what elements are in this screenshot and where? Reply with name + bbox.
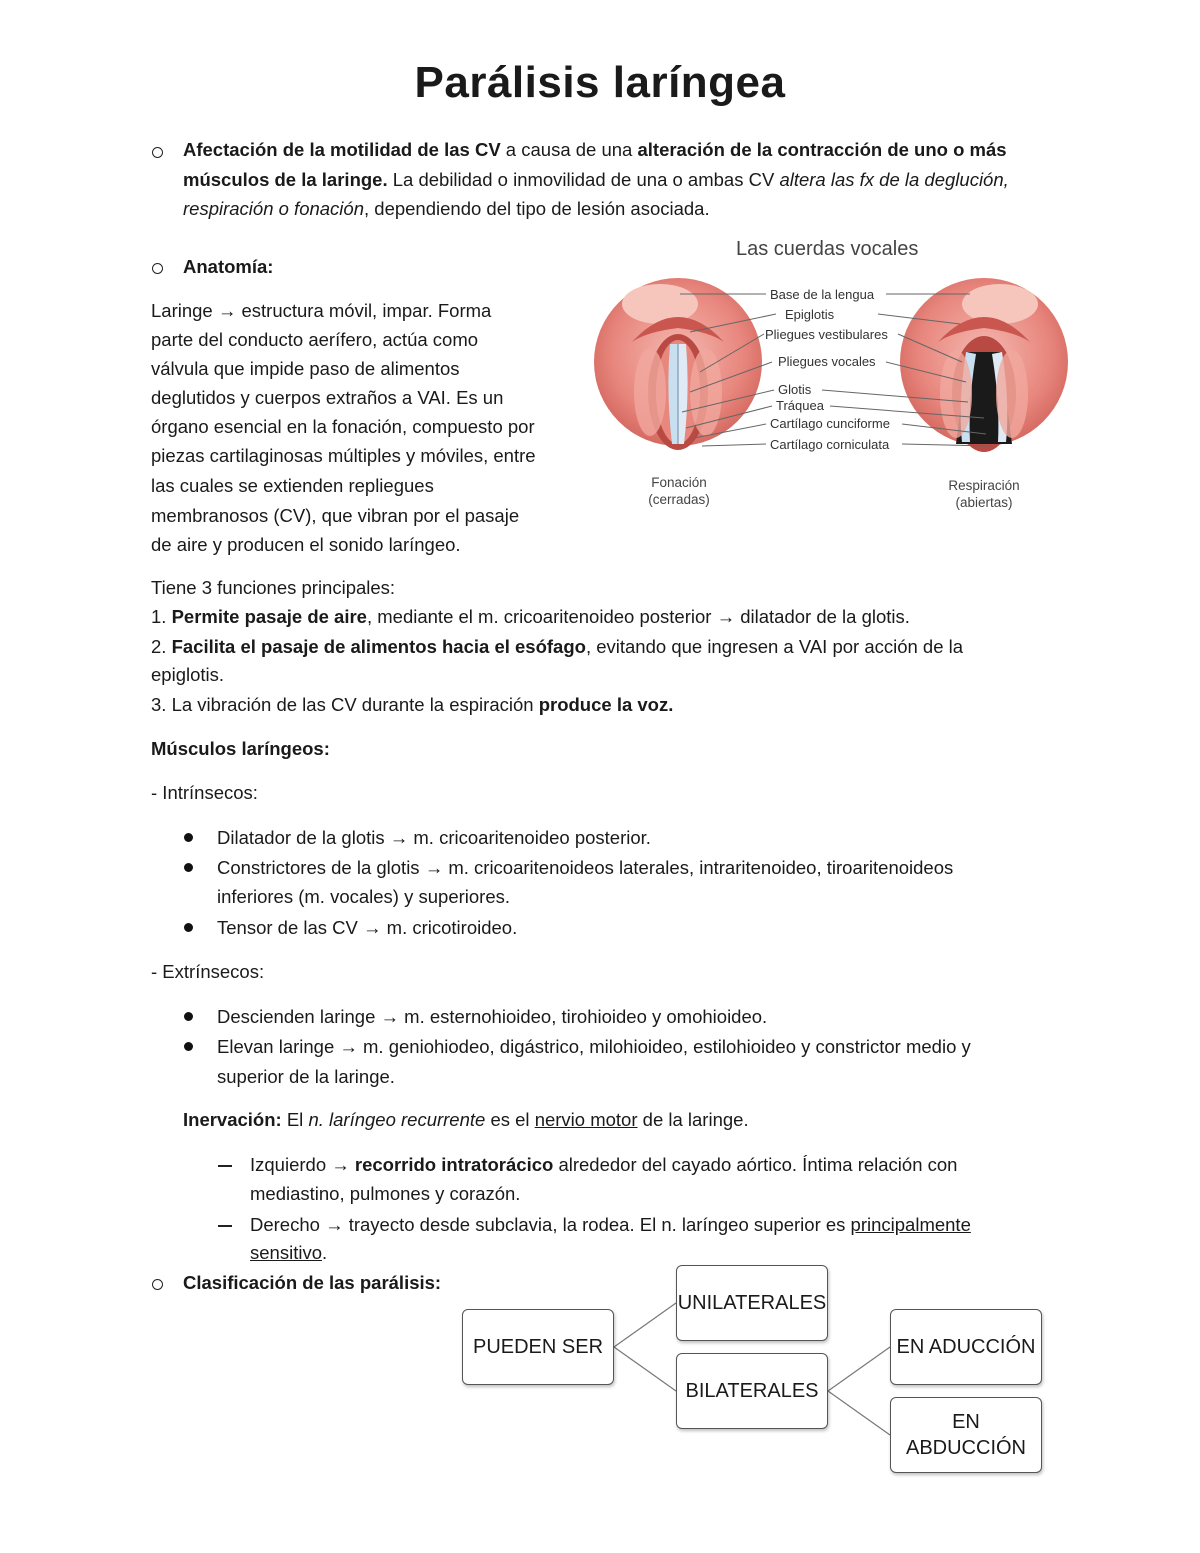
intro-text-1: a causa de una bbox=[500, 139, 638, 160]
anatomia-line: de aire y producen el sonido laríngeo. bbox=[151, 534, 461, 555]
box-label: EN ADUCCIÓN bbox=[896, 1336, 1036, 1358]
inervacion-text: El bbox=[281, 1109, 309, 1130]
derecho-text: Derecho → trayecto desde subclavia, la rodea. El n. laríngeo superior es bbox=[250, 1214, 851, 1235]
funcion-bold: Permite pasaje de aire bbox=[171, 606, 367, 627]
box-en-aduccion bbox=[890, 1309, 1042, 1385]
figure-label: Pliegues vocales bbox=[778, 354, 876, 369]
box-en-abduccion bbox=[890, 1397, 1042, 1473]
figure-label: Cartílago cunciforme bbox=[770, 416, 890, 431]
figure-label: Glotis bbox=[778, 382, 812, 397]
extrinseco-item-cont: superior de la laringe. bbox=[217, 1066, 395, 1087]
anatomia-line: válvula que impide paso de alimentos bbox=[151, 358, 460, 379]
clasificacion-heading-text: Clasificación de las parálisis: bbox=[183, 1272, 442, 1293]
figure-label: Cartílago corniculata bbox=[770, 437, 890, 452]
figure-label: Tráquea bbox=[776, 398, 824, 413]
intrinseco-item: Tensor de las CV → m. cricotiroideo. bbox=[217, 917, 518, 938]
inervacion-italic: n. laríngeo recurrente bbox=[308, 1109, 486, 1130]
anatomia-line: piezas cartilaginosas múltiples y móviles, entre bbox=[151, 445, 536, 466]
intro-italic-1: altera las fx de la deglución, bbox=[779, 169, 1009, 190]
box-label: UNILATERALES bbox=[677, 1292, 827, 1314]
caption-left-line: Fonación bbox=[651, 475, 707, 490]
anatomia-line: órgano esencial en la fonación, compuesto por bbox=[151, 416, 535, 437]
figure-label: Base de la lengua bbox=[770, 287, 875, 302]
izquierdo-text: Izquierdo → bbox=[250, 1154, 355, 1175]
anatomia-heading-text: Anatomía: bbox=[183, 256, 274, 277]
caption-right-line: Respiración bbox=[948, 478, 1020, 493]
page-title: Parálisis laríngea bbox=[414, 58, 786, 107]
box-bilaterales bbox=[676, 1353, 828, 1429]
intro-bold-1: Afectación de la motilidad de las CV bbox=[183, 139, 501, 160]
izquierdo-text: alrededor del cayado aórtico. Íntima relación con bbox=[553, 1154, 958, 1175]
caption-left-line: (cerradas) bbox=[648, 492, 710, 507]
extrinsecos-label: - Extrínsecos: bbox=[151, 961, 265, 982]
funcion-bold: produce la voz. bbox=[538, 694, 674, 715]
intrinseco-item: Constrictores de la glotis → m. cricoaritenoideos laterales, intraritenoideo, tiroaritenoideos bbox=[217, 857, 954, 878]
intro-bold-3: músculos de la laringe. bbox=[183, 169, 388, 190]
intro-text-3: , dependiendo del tipo de lesión asociada. bbox=[364, 198, 710, 219]
funcion-number: 1. bbox=[151, 606, 172, 627]
box-label: ABDUCCIÓN bbox=[905, 1437, 1026, 1459]
inervacion-text: es el bbox=[485, 1109, 535, 1130]
box-unilaterales bbox=[676, 1265, 828, 1341]
anatomia-line: membranosos (CV), que vibran por el pasaje bbox=[151, 505, 520, 526]
intrinseco-item: Dilatador de la glotis → m. cricoaritenoideo posterior. bbox=[217, 827, 651, 848]
box-pueden-ser bbox=[462, 1309, 614, 1385]
funcion-number: 2. bbox=[151, 636, 172, 657]
funcion-bold: Facilita el pasaje de alimentos hacia el esófago bbox=[171, 636, 586, 657]
intro-bold-2: alteración de la contracción de uno o más bbox=[637, 139, 1007, 160]
anatomia-line: las cuales se extienden repliegues bbox=[151, 475, 434, 496]
izquierdo-bold: recorrido intratorácico bbox=[354, 1154, 554, 1175]
derecho-underline: principalmente bbox=[850, 1214, 971, 1235]
derecho-underline: sensitivo bbox=[250, 1242, 322, 1263]
anatomia-line: parte del conducto aerífero, actúa como bbox=[151, 329, 479, 350]
intro-italic-2: respiración o fonación bbox=[183, 198, 364, 219]
caption-right-line: (abiertas) bbox=[955, 495, 1013, 510]
box-label: EN bbox=[952, 1411, 980, 1433]
funciones-intro: Tiene 3 funciones principales: bbox=[151, 577, 396, 598]
extrinseco-item: Descienden laringe → m. esternohioideo, tirohioideo y omohioideo. bbox=[217, 1006, 768, 1027]
inervacion-text: de la laringe. bbox=[637, 1109, 749, 1130]
derecho-text: . bbox=[321, 1242, 328, 1263]
anatomia-line: deglutidos y cuerpos extraños a VAI. Es un bbox=[151, 387, 504, 408]
funcion-text: , evitando que ingresen a VAI por acción de la bbox=[585, 636, 964, 657]
funcion-text: 3. La vibración de las CV durante la espiración bbox=[151, 694, 539, 715]
box-label: PUEDEN SER bbox=[472, 1336, 604, 1358]
figure-label: Pliegues vestibulares bbox=[765, 327, 888, 342]
intro-text-2: La debilidad o inmovilidad de una o ambas CV bbox=[387, 169, 780, 190]
musculos-heading-text: Músculos laríngeos: bbox=[151, 738, 330, 759]
intrinseco-item-cont: inferiores (m. vocales) y superiores. bbox=[217, 886, 511, 907]
intrinsecos-label: - Intrínsecos: bbox=[151, 782, 258, 803]
funcion-text: , mediante el m. cricoaritenoideo posterior → dilatador de la glotis. bbox=[366, 606, 910, 627]
inervacion-izquierdo-cont: mediastino, pulmones y corazón. bbox=[250, 1183, 521, 1204]
box-label: BILATERALES bbox=[685, 1380, 819, 1402]
figure-label: Epiglotis bbox=[785, 307, 835, 322]
inervacion-underline: nervio motor bbox=[534, 1109, 638, 1130]
funcion-2-cont: epiglotis. bbox=[151, 664, 225, 685]
anatomia-line: Laringe → estructura móvil, impar. Forma bbox=[151, 300, 492, 321]
figure-title: Las cuerdas vocales bbox=[736, 238, 919, 260]
extrinseco-item: Elevan laringe → m. geniohiodeo, digástrico, milohioideo, estilohioideo y constrictor medio y bbox=[217, 1036, 971, 1057]
inervacion-bold: Inervación: bbox=[183, 1109, 282, 1130]
